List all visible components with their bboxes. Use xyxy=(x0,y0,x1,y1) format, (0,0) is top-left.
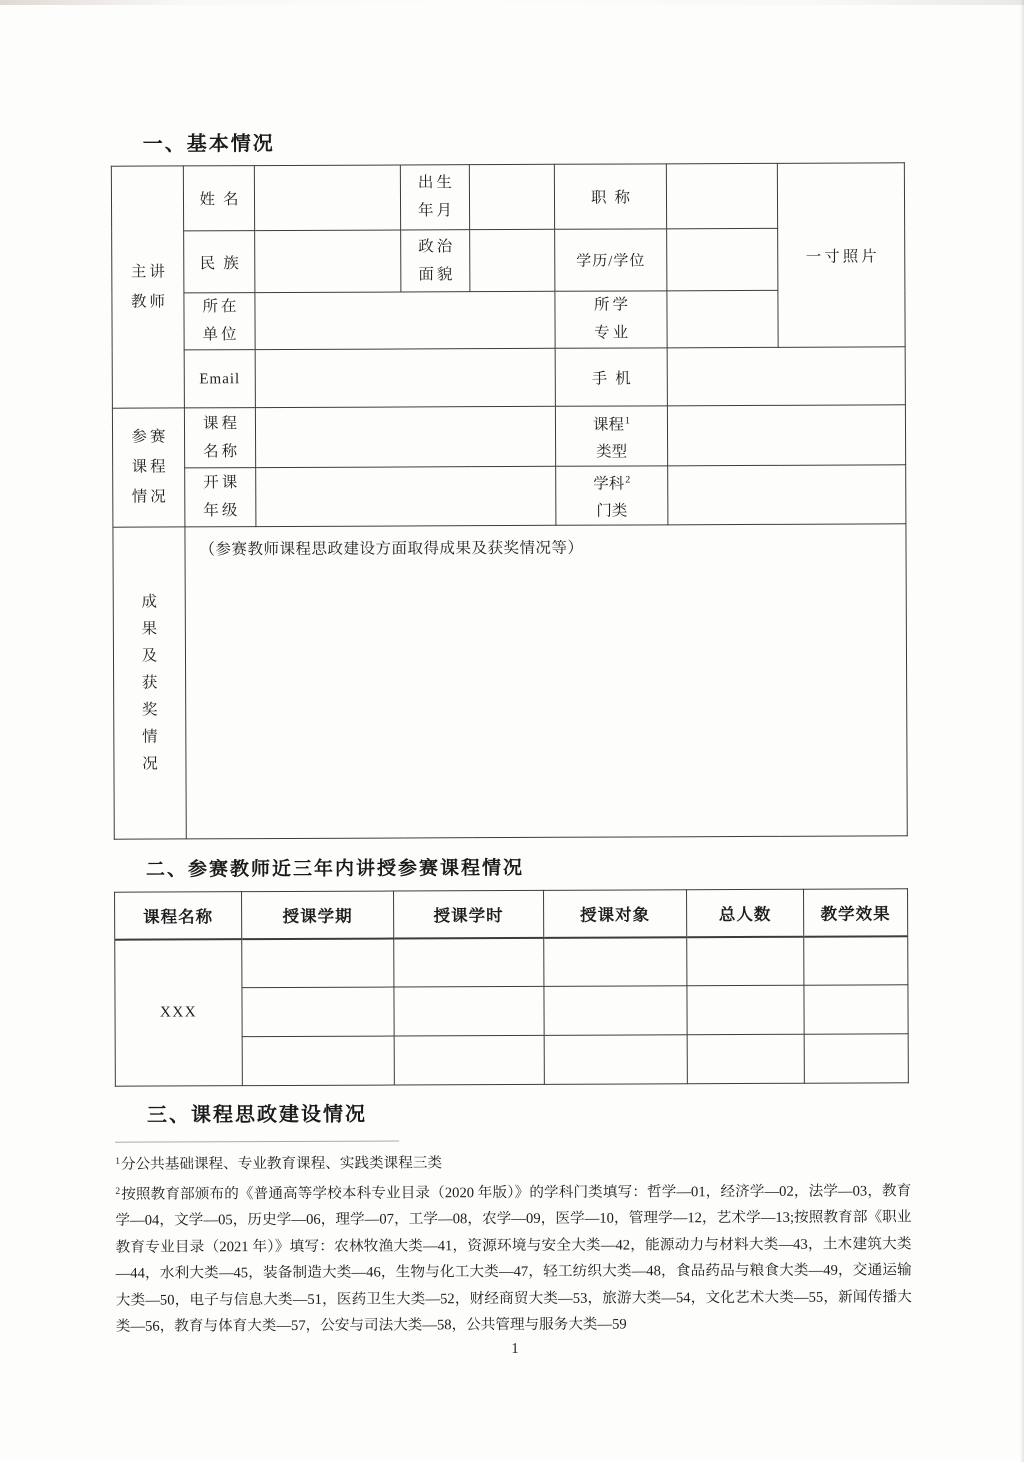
degree-label-cell xyxy=(555,229,667,291)
header-audience: 授课对象 xyxy=(544,890,687,938)
political-value-cell xyxy=(470,229,555,291)
course-type-label-line1 xyxy=(556,407,667,438)
photo-cell xyxy=(777,163,905,348)
audience-cell-2 xyxy=(544,986,687,1036)
unit-value-cell xyxy=(255,291,555,349)
course-type-label-main: 课程 xyxy=(592,416,625,434)
grade-value-cell xyxy=(256,466,556,526)
course-type-label-cell xyxy=(555,406,667,466)
email-label: Email xyxy=(199,370,241,387)
audience-cell-3 xyxy=(544,1035,687,1085)
footnote-1-marker: 1 xyxy=(115,1156,120,1167)
ethnicity-label-cell xyxy=(184,231,255,293)
ethnicity-value-cell xyxy=(255,230,401,293)
row-course-name xyxy=(112,405,905,468)
group-achievement-cell xyxy=(113,527,186,839)
major-label-cell xyxy=(555,291,667,348)
ethnicity-label: 民族 xyxy=(199,254,247,272)
header-semester: 授课学期 xyxy=(242,891,394,939)
mobile-label-cell xyxy=(555,348,667,406)
semester-cell-3 xyxy=(242,1036,394,1086)
birth-label-cell xyxy=(400,165,469,230)
course-name-cell xyxy=(115,939,243,1087)
effect-cell-1 xyxy=(804,936,908,985)
hours-cell-1 xyxy=(394,937,544,987)
section1-title: 一、基本情况 xyxy=(142,133,275,156)
group-teacher-label: 主讲教师 xyxy=(130,262,168,311)
course-name-label: 课程名称 xyxy=(202,414,241,460)
footnotes xyxy=(115,1145,912,1340)
course-type-footnote-ref: 1 xyxy=(624,414,630,427)
semester-cell-2 xyxy=(242,987,394,1037)
total-cell-1 xyxy=(687,936,804,986)
footnote-2-marker: 2 xyxy=(115,1186,121,1197)
discipline-label-cell xyxy=(556,466,668,525)
degree-value-cell xyxy=(667,228,778,290)
section3-title: 三、课程思政建设情况 xyxy=(146,1103,368,1127)
achievement-note: （参赛教师课程思政建设方面取得成果及获奖情况等） xyxy=(199,539,584,559)
row-grade xyxy=(113,465,906,527)
audience-cell-1 xyxy=(544,937,687,987)
major-value-cell xyxy=(667,290,778,347)
hours-cell-3 xyxy=(394,1035,544,1085)
political-label-cell xyxy=(401,230,470,292)
row-achievements xyxy=(113,524,907,839)
footnote-1 xyxy=(115,1145,911,1178)
effect-cell-3 xyxy=(804,1034,908,1083)
title-value-cell xyxy=(666,163,777,228)
degree-label: 学历/学位 xyxy=(576,253,646,270)
name-value-cell xyxy=(254,165,400,231)
effect-cell-2 xyxy=(804,985,908,1034)
political-label: 政治面貌 xyxy=(418,237,456,283)
mobile-label: 手机 xyxy=(591,369,639,388)
unit-label-cell xyxy=(184,293,255,350)
row-email xyxy=(112,347,905,408)
email-label-cell xyxy=(184,350,255,408)
footnote-1-text: 分公共基础课程、专业教育课程、实践类课程三类 xyxy=(120,1155,443,1173)
email-value-cell xyxy=(255,348,555,407)
footnote-2 xyxy=(115,1175,912,1340)
hours-cell-2 xyxy=(394,986,544,1036)
discipline-label-line2: 门类 xyxy=(596,502,628,520)
group-teacher-cell xyxy=(111,166,184,408)
header-total-students: 总人数 xyxy=(687,889,804,937)
name-label: 姓名 xyxy=(199,191,247,209)
unit-label: 所在单位 xyxy=(202,298,240,344)
row-name xyxy=(111,163,904,231)
group-course-label: 参赛课程情况 xyxy=(131,428,169,506)
grade-label-cell xyxy=(185,468,256,527)
photo-label: 一寸照片 xyxy=(805,247,880,266)
birth-label: 出生年月 xyxy=(417,174,456,220)
header-teaching-effect: 教学效果 xyxy=(804,889,908,936)
course-type-label-line2: 类型 xyxy=(596,442,628,461)
grade-label: 开课年级 xyxy=(203,474,241,520)
birth-value-cell xyxy=(469,164,554,229)
course-name-value: XXX xyxy=(160,1004,198,1021)
group-achievement-label: 成果及获奖情况 xyxy=(141,593,158,773)
mobile-value-cell xyxy=(667,347,905,406)
course-name-value-cell xyxy=(255,406,555,467)
achievement-content-cell xyxy=(185,524,907,839)
name-label-cell xyxy=(183,166,254,231)
courses-header-row xyxy=(115,889,908,939)
group-course-cell xyxy=(112,408,185,527)
major-label: 所学专业 xyxy=(593,296,632,342)
basic-info-table xyxy=(111,162,908,839)
total-cell-3 xyxy=(687,1034,804,1084)
footnote-separator xyxy=(115,1140,399,1142)
discipline-footnote-ref: 2 xyxy=(625,474,631,486)
title-label: 职称 xyxy=(590,189,639,207)
header-course-name: 课程名称 xyxy=(115,892,242,940)
discipline-label-line1 xyxy=(556,466,667,497)
title-label-cell xyxy=(554,164,666,229)
header-hours: 授课学时 xyxy=(394,890,544,938)
page-number: 1 xyxy=(511,1340,519,1358)
semester-cell-1 xyxy=(242,938,394,988)
discipline-label-main: 学科 xyxy=(593,475,625,493)
footnote-2-text: 按照教育部颁布的《普通高等学校本科专业目录（2020 年版）》的学科门类填写：哲学—01，经济学—02，法学—03，教育学—04，文学—05，历史学—06，理学—07，工学—08，农学—09，医学—10，管理学—12，艺术学—13;按照教育部《职业教育专业目录（2021 年）》填写：农林牧渔大类—41，资源环境与安全大类—42，能源动力与材料大类—43，土木建筑大类—44，水利大类—45，装备制造大类—46，生物与化工大类—47，轻工纺织大类—48，食品药品与粮食大类—49，交通运输大类—50，电子与信息大类—51，医药卫生大类—52，财经商贸大类—53，旅游大类—54，文化艺术大类—55，新闻传播大类—56，教育与体育大类—57，公安与司法大类—58，公共管理与服务大类—59 xyxy=(115,1182,912,1335)
recent-courses-table xyxy=(114,888,909,1086)
discipline-value-cell xyxy=(668,465,906,525)
course-type-value-cell xyxy=(667,405,905,466)
total-cell-2 xyxy=(687,985,804,1035)
section2-title: 二、参赛教师近三年内讲授参赛课程情况 xyxy=(145,857,524,881)
course-name-label-cell xyxy=(184,408,255,468)
courses-row-1 xyxy=(115,936,908,988)
